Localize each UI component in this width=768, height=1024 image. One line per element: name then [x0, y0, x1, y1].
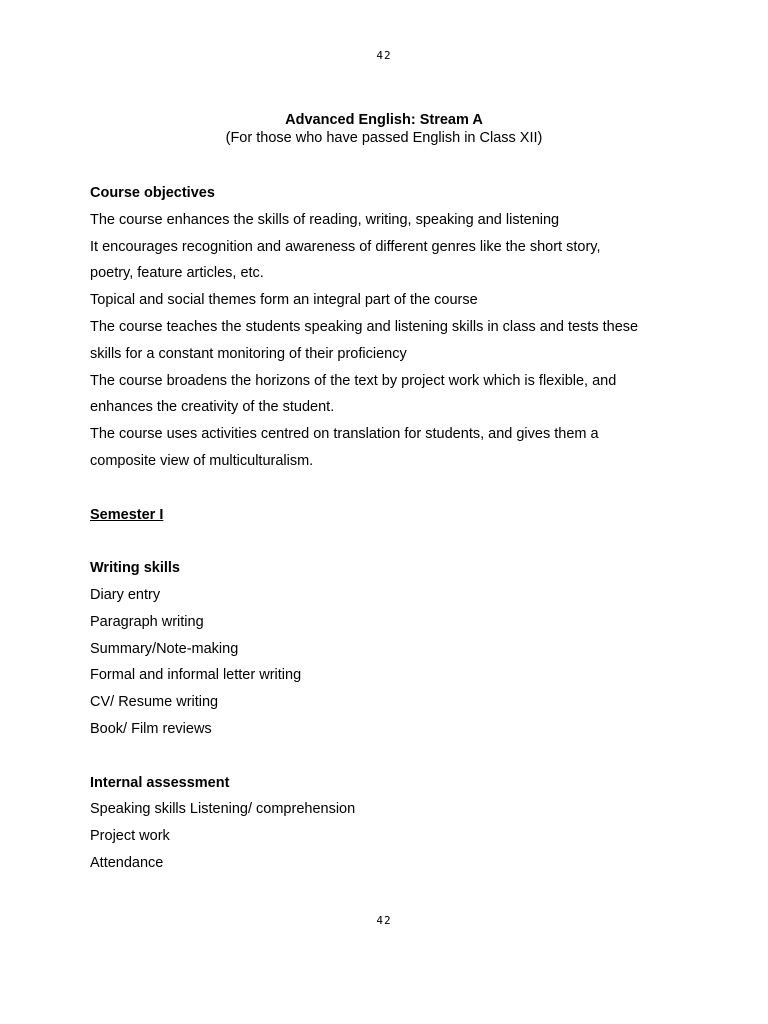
assessment-item: Attendance [90, 854, 164, 871]
objective-line: Topical and social themes form an integral part of the course [90, 292, 478, 309]
writing-skill-item: Formal and informal letter writing [90, 667, 302, 684]
assessment-item: Project work [90, 828, 170, 845]
title-block [0, 111, 768, 147]
page-number-bottom: 42 [376, 914, 392, 927]
course-objectives-heading: Course objectives [90, 185, 215, 201]
internal-assessment-heading: Internal assessment [90, 774, 230, 791]
objective-line: The course enhances the skills of reading, writing, speaking and listening [90, 211, 560, 228]
objective-line: skills for a constant monitoring of their proficiency [90, 345, 407, 362]
writing-skill-item: Summary/Note-making [90, 640, 239, 657]
page-title: Advanced English: Stream A [285, 112, 483, 128]
objective-line: It encourages recognition and awareness of different genres like the short story, [90, 238, 601, 255]
writing-skill-item: Book/ Film reviews [90, 720, 212, 737]
page-number-top: 42 [376, 49, 392, 62]
spacer [90, 528, 690, 555]
spacer [90, 475, 690, 502]
objective-line: composite view of multiculturalism. [90, 452, 314, 469]
page-subtitle: (For those who have passed English in Class XII) [225, 130, 543, 146]
objective-line: poetry, feature articles, etc. [90, 265, 264, 282]
objective-line: The course uses activities centred on translation for students, and gives them a [90, 426, 599, 443]
objective-line: The course broadens the horizons of the text by project work which is flexible, and [90, 372, 617, 389]
writing-skill-item: Diary entry [90, 586, 161, 603]
writing-skill-item: CV/ Resume writing [90, 694, 219, 711]
assessment-item: Speaking skills Listening/ comprehension [90, 801, 356, 818]
writing-skill-item: Paragraph writing [90, 613, 204, 630]
objective-line: enhances the creativity of the student. [90, 399, 335, 416]
semester-heading: Semester I [90, 506, 164, 523]
writing-skills-heading: Writing skills [90, 560, 180, 577]
objective-line: The course teaches the students speaking and listening skills in class and tests these [90, 318, 639, 335]
spacer [90, 743, 690, 770]
document-body [90, 180, 690, 877]
